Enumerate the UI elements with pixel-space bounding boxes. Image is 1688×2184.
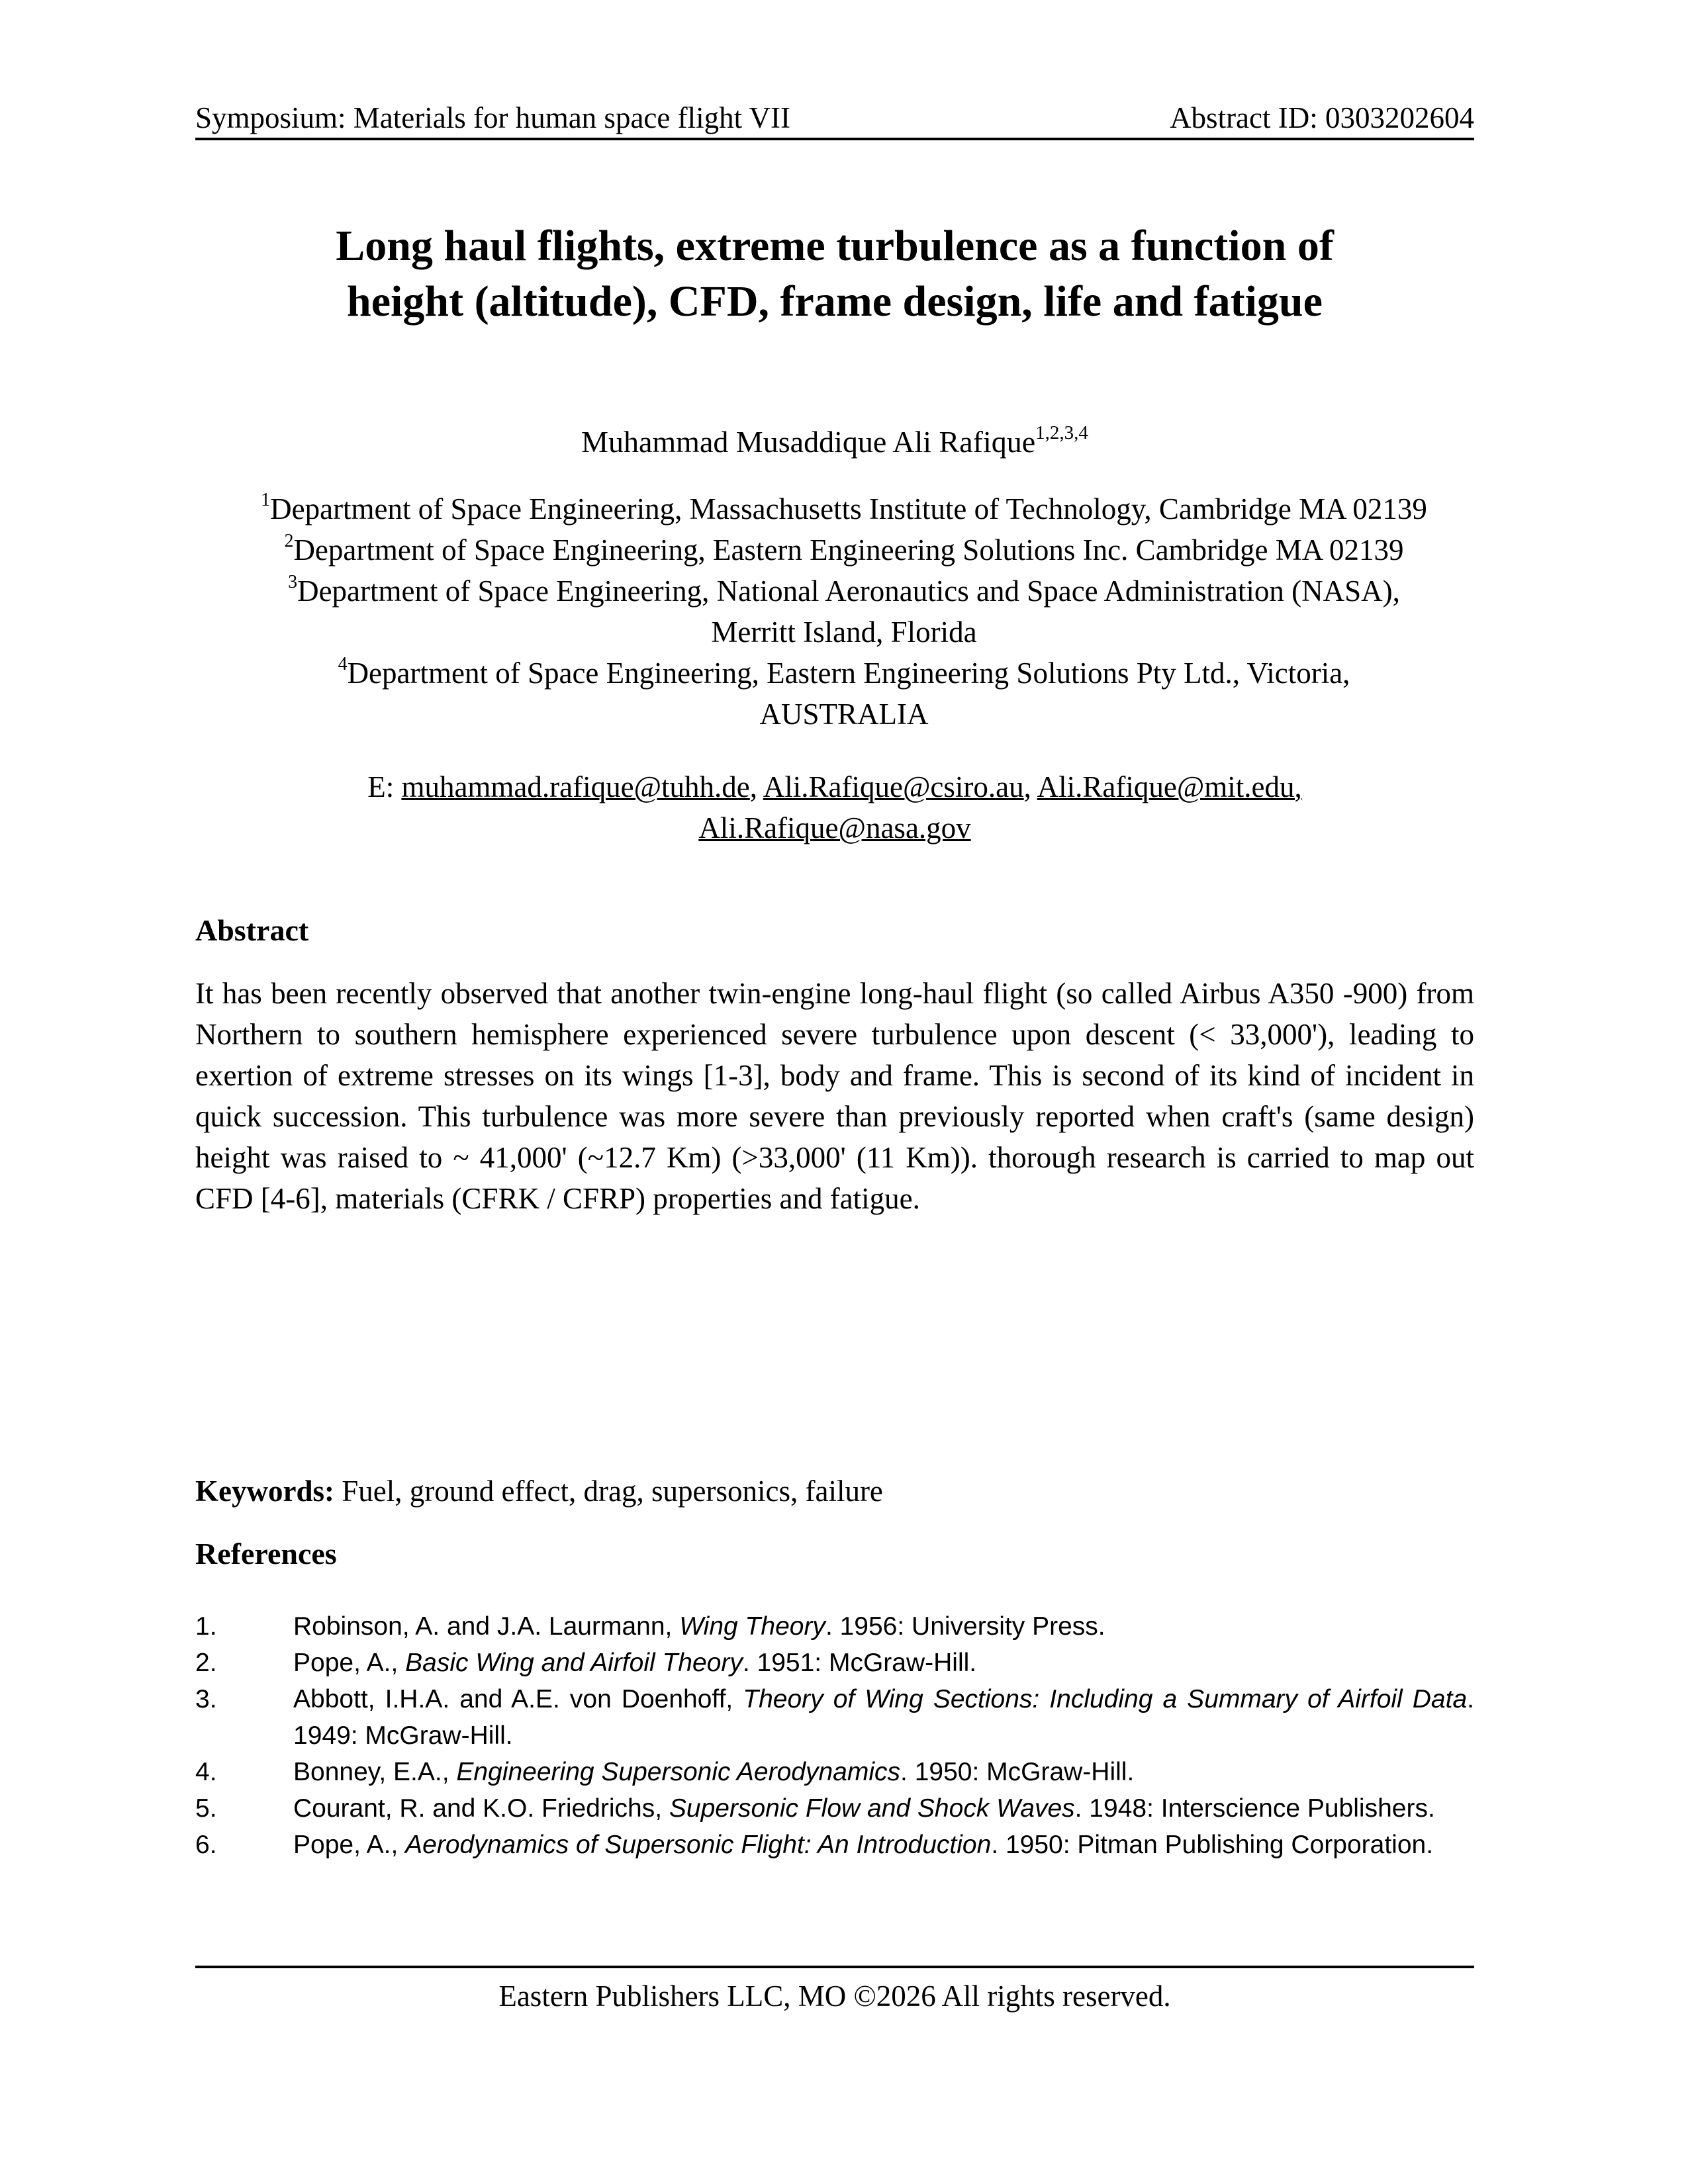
author-line [195,424,1474,461]
reference-publisher: . 1950: McGraw-Hill. [900,1758,1135,1786]
affiliation-text: Department of Space Engineering, National Aeronautics and Space Administration (NASA), [297,574,1400,608]
abstract-body: It has been recently observed that another twin-engine long-haul flight (so called Airbus A350 -900) from Northern to southern hemisphere experienced severe turbulence upon descent (< 33,000'), leading to exertion of extreme stresses on its wings [1-3], body and frame. This is second of its kind of incident in quick succession. This turbulence was more severe than previously reported when craft's (same design) height was raised to ~ 41,000' (~12.7 Km) (>33,000' (11 Km)). thorough research is carried to map out CFD [4-6], materials (CFRK / CFRP) properties and fatigue. [195,977,1474,1215]
reference-number: 1. [195,1612,217,1641]
reference-text [293,1790,1474,1827]
references-heading: References [195,1537,337,1570]
paper-title [195,218,1474,330]
affiliation-3 [172,570,1516,653]
title-line-1: Long haul flights, extreme turbulence as a function of [336,222,1334,270]
reference-publisher: . 1949: McGraw-Hill. [293,1685,1474,1750]
email-link-tuhh[interactable]: muhammad.rafique@tuhh.de [401,770,750,803]
reference-authors: Bonney, E.A., [293,1758,457,1786]
reference-title: Supersonic Flow and Shock Waves [669,1794,1075,1823]
abstract-id: Abstract ID: 0303202604 [1170,101,1474,134]
affiliation-text: Department of Space Engineering, Massachusetts Institute of Technology, Cambridge MA 02139 [270,492,1427,525]
email-link-mit[interactable]: Ali.Rafique@mit.edu [1037,770,1295,803]
reference-item [195,1754,1474,1790]
author-name: Muhammad Musaddique Ali Rafique [581,425,1036,459]
email-line-2 [195,807,1474,848]
reference-title: Wing Theory [679,1612,825,1641]
email-link-nasa[interactable]: Ali.Rafique@nasa.gov [698,811,971,844]
reference-authors: Abbott, I.H.A. and A.E. von Doenhoff, [293,1685,743,1713]
reference-number: 3. [195,1685,217,1713]
affiliation-mark: 1 [261,490,271,510]
affiliation-text-cont: Merritt Island, Florida [711,615,977,649]
affiliations [172,488,1516,735]
reference-title: Aerodynamics of Supersonic Flight: An Introduction [405,1831,992,1859]
title-line-2: height (altitude), CFD, frame design, life and fatigue [347,277,1323,326]
reference-text [293,1645,1474,1681]
affiliation-text-cont: AUSTRALIA [759,698,929,731]
email-trailing-comma: , [1294,770,1302,803]
email-line-1 [195,766,1474,807]
affiliation-mark: 4 [338,654,348,674]
author-affiliation-marks: 1,2,3,4 [1035,422,1088,443]
reference-text [293,1681,1474,1754]
symposium-name: Symposium: Materials for human space flight VII [195,101,791,134]
email-separator: , [1023,770,1037,803]
reference-number: 4. [195,1758,217,1786]
affiliation-2 [172,529,1516,570]
reference-title: Theory of Wing Sections: Including a Summary of Airfoil Data [743,1685,1468,1713]
affiliation-1 [172,488,1516,529]
reference-publisher: . 1950: Pitman Publishing Corporation. [991,1831,1434,1859]
affiliation-4 [172,653,1516,735]
reference-item [195,1827,1474,1863]
reference-text [293,1827,1474,1863]
email-block [195,766,1474,848]
reference-text [293,1608,1474,1645]
reference-authors: Pope, A., [293,1649,406,1677]
reference-item [195,1790,1474,1827]
reference-number: 5. [195,1794,217,1823]
reference-authors: Robinson, A. and J.A. Laurmann, [293,1612,680,1641]
reference-text [293,1754,1474,1790]
reference-number: 6. [195,1831,217,1859]
keywords-label: Keywords: [195,1475,334,1508]
abstract-heading: Abstract [195,913,309,947]
reference-publisher: . 1948: Interscience Publishers. [1074,1794,1435,1823]
reference-title: Engineering Supersonic Aerodynamics [456,1758,901,1786]
reference-item [195,1608,1474,1645]
email-prefix: E: [367,770,402,803]
email-link-csiro[interactable]: Ali.Rafique@csiro.au [763,770,1024,803]
reference-authors: Courant, R. and K.O. Friedrichs, [293,1794,669,1823]
reference-list [195,1608,1474,1863]
reference-number: 2. [195,1649,217,1677]
footer-divider [195,1966,1474,1968]
affiliation-mark: 3 [288,572,298,592]
reference-publisher: . 1956: University Press. [825,1612,1105,1641]
reference-item [195,1681,1474,1754]
reference-item [195,1645,1474,1681]
affiliation-mark: 2 [284,531,294,551]
keywords-value: Fuel, ground effect, drag, supersonics, failure [334,1475,883,1508]
affiliation-text: Department of Space Engineering, Eastern Engineering Solutions Pty Ltd., Victoria, [347,657,1350,690]
reference-publisher: . 1951: McGraw-Hill. [742,1649,977,1677]
reference-title: Basic Wing and Airfoil Theory [405,1649,743,1677]
email-separator: , [749,770,763,803]
affiliation-text: Department of Space Engineering, Eastern Engineering Solutions Inc. Cambridge MA 02139 [293,533,1404,567]
footer-copyright: Eastern Publishers LLC, MO ©2026 All rights reserved. [498,1979,1171,2013]
keywords [195,1473,1474,1510]
page-header [195,99,1474,140]
reference-authors: Pope, A., [293,1831,406,1859]
